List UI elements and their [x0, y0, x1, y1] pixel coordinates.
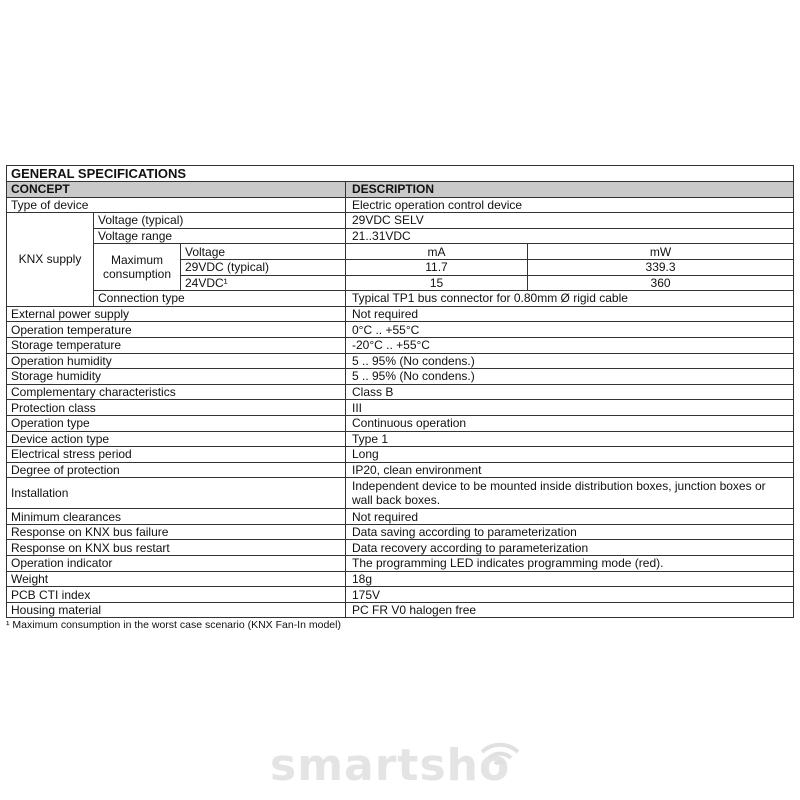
description-cell: 21..31VDC [346, 228, 794, 244]
table-row [7, 369, 794, 385]
description-cell: Class B [346, 384, 794, 400]
concept-cell: Device action type [7, 431, 346, 447]
footnote: ¹ Maximum consumption in the worst case scenario (KNX Fan-In model) [6, 619, 341, 632]
table-row [7, 213, 794, 229]
description-cell: III [346, 400, 794, 416]
header-concept: CONCEPT [7, 182, 346, 198]
table-row [7, 462, 794, 478]
table-row [7, 400, 794, 416]
description-cell: Data saving according to parameterization [346, 524, 794, 540]
table-row [7, 228, 794, 244]
description-cell: 5 .. 95% (No condens.) [346, 353, 794, 369]
header-description: DESCRIPTION [346, 182, 794, 198]
table-row [7, 524, 794, 540]
consumption-voltage: 24VDC¹ [181, 275, 346, 291]
concept-cell: Voltage (typical) [94, 213, 346, 229]
description-cell: Not required [346, 306, 794, 322]
table-header-row [7, 182, 794, 198]
knx-supply-label: KNX supply [7, 213, 94, 307]
concept-cell: Complementary characteristics [7, 384, 346, 400]
description-cell: Independent device to be mounted inside distribution boxes, junction boxes or wall back boxes. [346, 478, 794, 509]
table-title-row [7, 166, 794, 182]
table-row [7, 478, 794, 509]
table-row [7, 602, 794, 618]
description-cell: 0°C .. +55°C [346, 322, 794, 338]
table-title: GENERAL SPECIFICATIONS [7, 166, 794, 182]
description-cell: Type 1 [346, 431, 794, 447]
description-cell: 18g [346, 571, 794, 587]
concept-cell: Response on KNX bus failure [7, 524, 346, 540]
concept-cell: Housing material [7, 602, 346, 618]
concept-cell: Operation humidity [7, 353, 346, 369]
table-row [7, 306, 794, 322]
consumption-mw: 360 [528, 275, 794, 291]
concept-cell: Operation temperature [7, 322, 346, 338]
table-row [7, 322, 794, 338]
description-cell: PC FR V0 halogen free [346, 602, 794, 618]
consumption-ma: 15 [346, 275, 528, 291]
table-row [7, 447, 794, 463]
table-row [7, 431, 794, 447]
consumption-col-mw: mW [528, 244, 794, 260]
consumption-ma: 11.7 [346, 259, 528, 275]
concept-cell: Weight [7, 571, 346, 587]
concept-cell: Voltage range [94, 228, 346, 244]
table-row [7, 415, 794, 431]
concept-cell: Operation indicator [7, 556, 346, 572]
concept-cell: Connection type [94, 291, 346, 307]
specifications-table [6, 165, 794, 618]
description-cell: 175V [346, 587, 794, 603]
table-row [7, 556, 794, 572]
table-row [7, 291, 794, 307]
concept-cell: Electrical stress period [7, 447, 346, 463]
table-row [7, 197, 794, 213]
concept-cell: Installation [7, 478, 346, 509]
description-cell: -20°C .. +55°C [346, 337, 794, 353]
description-cell: Data recovery according to parameterization [346, 540, 794, 556]
table-row [7, 384, 794, 400]
description-cell: 29VDC SELV [346, 213, 794, 229]
concept-cell: Operation type [7, 415, 346, 431]
watermark-text: smartsho [270, 740, 511, 791]
consumption-voltage: 29VDC (typical) [181, 259, 346, 275]
table-row [7, 509, 794, 525]
description-cell: Typical TP1 bus connector for 0.80mm Ø rigid cable [346, 291, 794, 307]
concept-cell: PCB CTI index [7, 587, 346, 603]
description-cell: Not required [346, 509, 794, 525]
concept-cell: External power supply [7, 306, 346, 322]
table-row [7, 244, 794, 260]
concept-cell: Minimum clearances [7, 509, 346, 525]
description-cell: The programming LED indicates programming mode (red). [346, 556, 794, 572]
concept-cell: Storage humidity [7, 369, 346, 385]
concept-cell: Response on KNX bus restart [7, 540, 346, 556]
concept-cell: Protection class [7, 400, 346, 416]
table-row [7, 571, 794, 587]
table-row [7, 587, 794, 603]
table-row [7, 353, 794, 369]
consumption-col-ma: mA [346, 244, 528, 260]
max-consumption-label: Maximum consumption [94, 244, 181, 291]
description-cell: IP20, clean environment [346, 462, 794, 478]
concept-cell: Degree of protection [7, 462, 346, 478]
description-cell: Long [346, 447, 794, 463]
concept-cell: Type of device [7, 197, 346, 213]
concept-cell: Storage temperature [7, 337, 346, 353]
consumption-mw: 339.3 [528, 259, 794, 275]
wifi-icon [478, 738, 522, 774]
description-cell: Electric operation control device [346, 197, 794, 213]
consumption-col-voltage: Voltage [181, 244, 346, 260]
table-row [7, 540, 794, 556]
description-cell: Continuous operation [346, 415, 794, 431]
table-row [7, 337, 794, 353]
description-cell: 5 .. 95% (No condens.) [346, 369, 794, 385]
spec-sheet [6, 165, 793, 631]
